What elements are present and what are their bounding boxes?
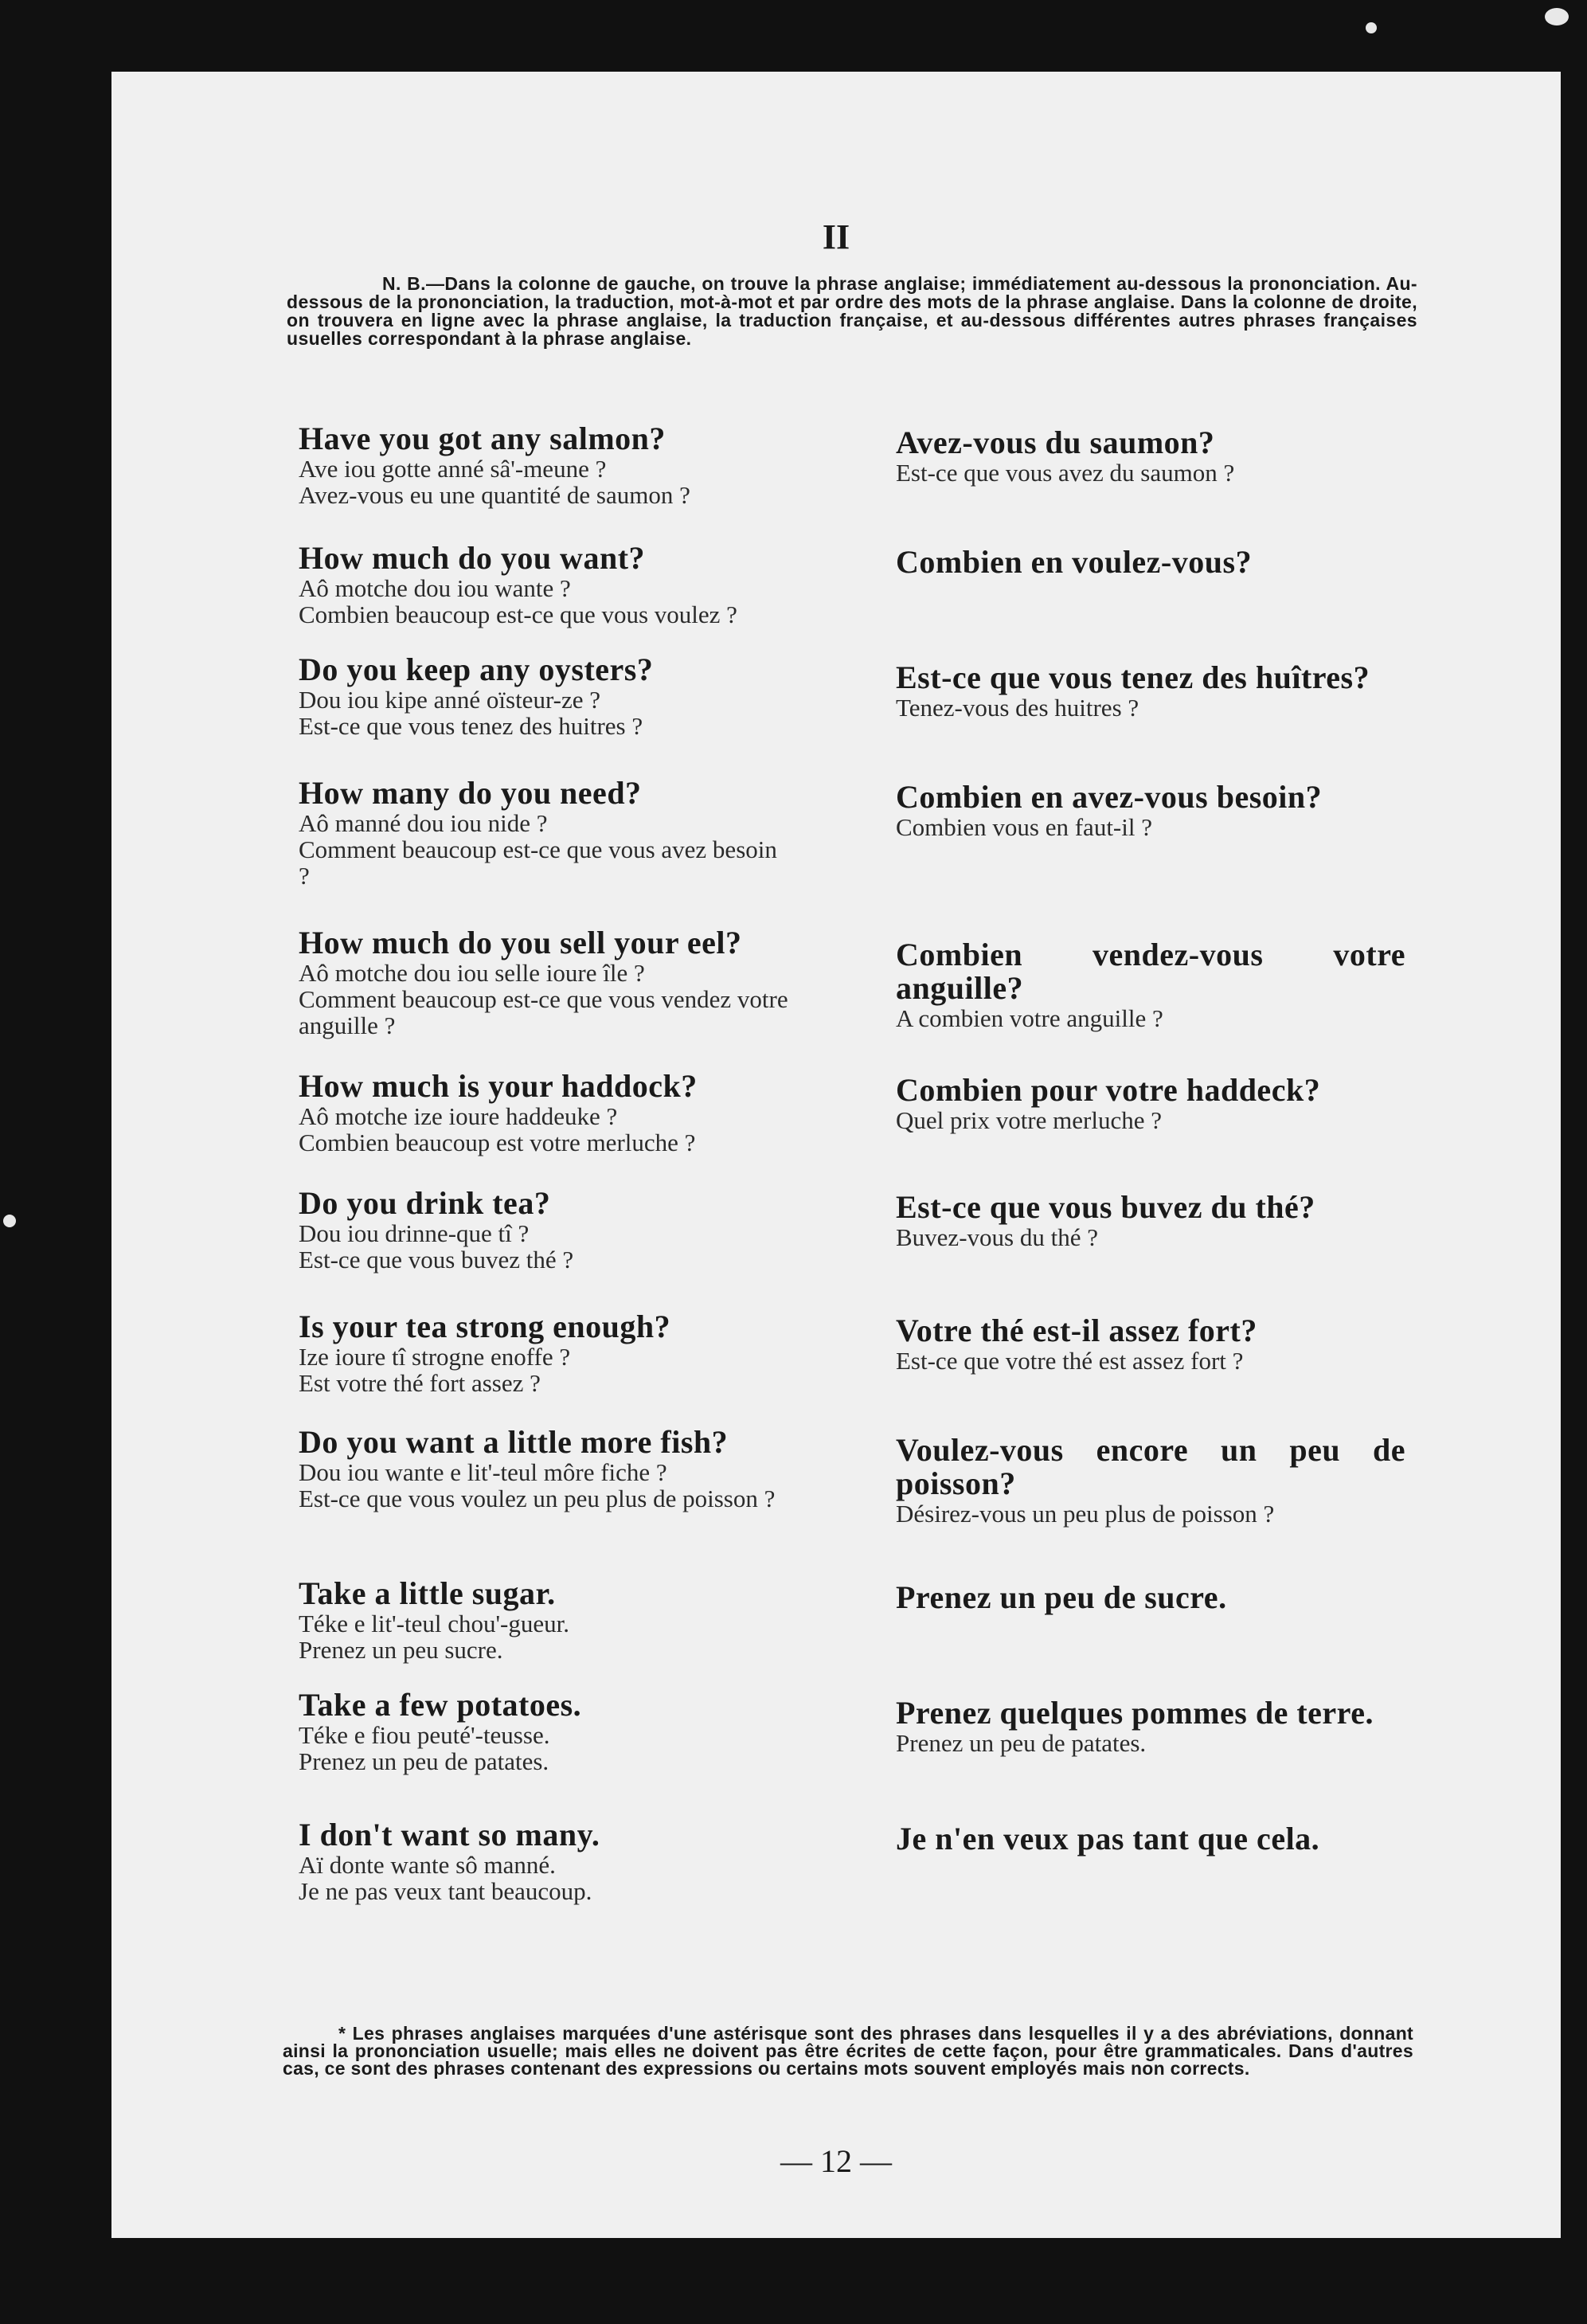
pronunciation: Aô motche dou iou wante ? bbox=[299, 574, 571, 602]
french-entry bbox=[896, 546, 1517, 579]
literal-translation: Prenez un peu sucre. bbox=[299, 1636, 503, 1664]
english-entry bbox=[299, 653, 920, 739]
english-entry bbox=[299, 1070, 920, 1156]
french-entry bbox=[896, 781, 1517, 840]
french-alternative: Est-ce que vous avez du saumon ? bbox=[896, 459, 1235, 487]
french-translation: Combien pour votre haddeck? bbox=[896, 1072, 1321, 1108]
english-entry bbox=[299, 1310, 920, 1396]
english-entry bbox=[299, 1187, 920, 1273]
english-entry bbox=[299, 926, 920, 1039]
french-translation: Combien en voulez-vous? bbox=[896, 544, 1253, 580]
literal-translation: Comment beaucoup est-ce que vous vendez votre anguille ? bbox=[299, 985, 788, 1039]
scan-speck bbox=[3, 1215, 16, 1227]
english-phrase: How many do you need? bbox=[299, 775, 642, 811]
french-entry bbox=[896, 1434, 1517, 1527]
english-entry bbox=[299, 1688, 920, 1774]
french-translation: Votre thé est-il assez fort? bbox=[896, 1313, 1257, 1348]
english-phrase: How much do you sell your eel? bbox=[299, 925, 742, 961]
french-entry bbox=[896, 1822, 1517, 1856]
page-number: — 12 — bbox=[780, 2143, 892, 2179]
french-alternative: Combien vous en faut-il ? bbox=[896, 813, 1152, 841]
french-alternative: Prenez un peu de patates. bbox=[896, 1729, 1147, 1757]
english-phrase: Is your tea strong enough? bbox=[299, 1309, 671, 1344]
pronunciation: Ave iou gotte anné sâ'-meune ? bbox=[299, 455, 607, 483]
pronunciation: Aô manné dou iou nide ? bbox=[299, 809, 548, 837]
french-translation: Je n'en veux pas tant que cela. bbox=[896, 1821, 1320, 1856]
english-phrase: Take a little sugar. bbox=[299, 1575, 556, 1611]
french-translation: Est-ce que vous tenez des huîtres? bbox=[896, 659, 1370, 695]
english-phrase: I don't want so many. bbox=[299, 1817, 600, 1853]
literal-translation: Est-ce que vous buvez thé ? bbox=[299, 1246, 574, 1274]
french-translation: Prenez un peu de sucre. bbox=[896, 1579, 1227, 1615]
literal-translation: Combien beaucoup est votre merluche ? bbox=[299, 1129, 696, 1156]
french-entry bbox=[896, 1314, 1517, 1374]
french-entry bbox=[896, 426, 1517, 486]
english-phrase: Have you got any salmon? bbox=[299, 421, 666, 456]
pronunciation: Ize ioure tî strogne enoffe ? bbox=[299, 1343, 571, 1371]
literal-translation: Est votre thé fort assez ? bbox=[299, 1369, 541, 1397]
french-translation: Est-ce que vous buvez du thé? bbox=[896, 1189, 1315, 1225]
pronunciation: Téke e fiou peuté'-teusse. bbox=[299, 1721, 550, 1749]
english-entry bbox=[299, 1426, 920, 1512]
french-alternative: Tenez-vous des huitres ? bbox=[896, 694, 1139, 722]
pronunciation: Dou iou drinne-que tî ? bbox=[299, 1219, 530, 1247]
literal-translation: Je ne pas veux tant beaucoup. bbox=[299, 1877, 592, 1905]
pronunciation: Dou iou wante e lit'-teul môre fiche ? bbox=[299, 1458, 667, 1486]
french-entry bbox=[896, 1191, 1517, 1250]
english-entry bbox=[299, 542, 920, 628]
scan-speck bbox=[1545, 8, 1569, 25]
introductory-note bbox=[287, 275, 1417, 348]
literal-translation: Comment beaucoup est-ce que vous avez besoin ? bbox=[299, 835, 777, 890]
french-entry bbox=[896, 1696, 1517, 1756]
english-entry bbox=[299, 1818, 920, 1904]
french-entry bbox=[896, 938, 1517, 1031]
english-phrase: Do you want a little more fish? bbox=[299, 1424, 729, 1460]
english-entry bbox=[299, 1577, 920, 1663]
french-translation: Prenez quelques pommes de terre. bbox=[896, 1695, 1374, 1731]
literal-translation: Avez-vous eu une quantité de saumon ? bbox=[299, 481, 690, 509]
english-phrase: Take a few potatoes. bbox=[299, 1687, 582, 1723]
pronunciation: Aô motche dou iou selle ioure île ? bbox=[299, 959, 645, 987]
french-translation: Voulez-vous encore un peu de poisson? bbox=[896, 1432, 1405, 1501]
literal-translation: Combien beaucoup est-ce que vous voulez ? bbox=[299, 601, 737, 628]
english-entry bbox=[299, 422, 920, 508]
french-alternative: A combien votre anguille ? bbox=[896, 1004, 1163, 1032]
literal-translation: Est-ce que vous tenez des huitres ? bbox=[299, 712, 643, 740]
french-alternative: Est-ce que votre thé est assez fort ? bbox=[896, 1347, 1244, 1375]
literal-translation: Est-ce que vous voulez un peu plus de poisson ? bbox=[299, 1485, 776, 1512]
french-entry bbox=[896, 661, 1517, 721]
french-entry bbox=[896, 1074, 1517, 1133]
book-page bbox=[111, 72, 1561, 2238]
french-translation: Combien en avez-vous besoin? bbox=[896, 779, 1323, 815]
introductory-note-text: N. B.—Dans la colonne de gauche, on trouve la phrase anglaise; immédiatement au-dessous la prononciation. Au-dessous de la prononciation, la traduction, mot-à-mot et par ordre des mots de la phrase anglaise. Dans la colonne de droite, on trouvera en ligne avec la phrase anglaise, la traduction française, et au-dessous différentes autres phrases françaises usuelles correspondant à la phrase anglaise. bbox=[287, 273, 1417, 349]
literal-translation: Prenez un peu de patates. bbox=[299, 1747, 549, 1775]
french-entry bbox=[896, 1581, 1517, 1614]
french-alternative: Désirez-vous un peu plus de poisson ? bbox=[896, 1500, 1275, 1528]
french-alternative: Quel prix votre merluche ? bbox=[896, 1106, 1162, 1134]
french-alternative: Buvez-vous du thé ? bbox=[896, 1223, 1098, 1251]
footnote-text: * Les phrases anglaises marquées d'une astérisque sont des phrases dans lesquelles il y a des abréviations, donnant ainsi la prononciation usuelle; mais elles ne doivent pas être écrites de cette façon, pour être grammaticales. Dans d'autres cas, ce sont des phrases contenant des expressions ou certains mots souvent employés mais non corrects. bbox=[283, 2023, 1413, 2079]
english-phrase: Do you drink tea? bbox=[299, 1185, 551, 1221]
section-number: II bbox=[822, 217, 850, 256]
english-phrase: How much do you want? bbox=[299, 540, 646, 576]
pronunciation: Aï donte wante sô manné. bbox=[299, 1851, 556, 1879]
french-translation: Combien vendez-vous votre anguille? bbox=[896, 937, 1405, 1006]
french-translation: Avez-vous du saumon? bbox=[896, 425, 1215, 460]
pronunciation: Aô motche ize ioure haddeuke ? bbox=[299, 1102, 618, 1130]
footnote bbox=[283, 2025, 1413, 2077]
english-phrase: Do you keep any oysters? bbox=[299, 651, 654, 687]
english-entry bbox=[299, 777, 920, 889]
pronunciation: Téke e lit'-teul chou'-gueur. bbox=[299, 1610, 569, 1637]
scan-speck bbox=[1366, 22, 1377, 33]
pronunciation: Dou iou kipe anné oïsteur-ze ? bbox=[299, 686, 600, 714]
english-phrase: How much is your haddock? bbox=[299, 1068, 698, 1104]
